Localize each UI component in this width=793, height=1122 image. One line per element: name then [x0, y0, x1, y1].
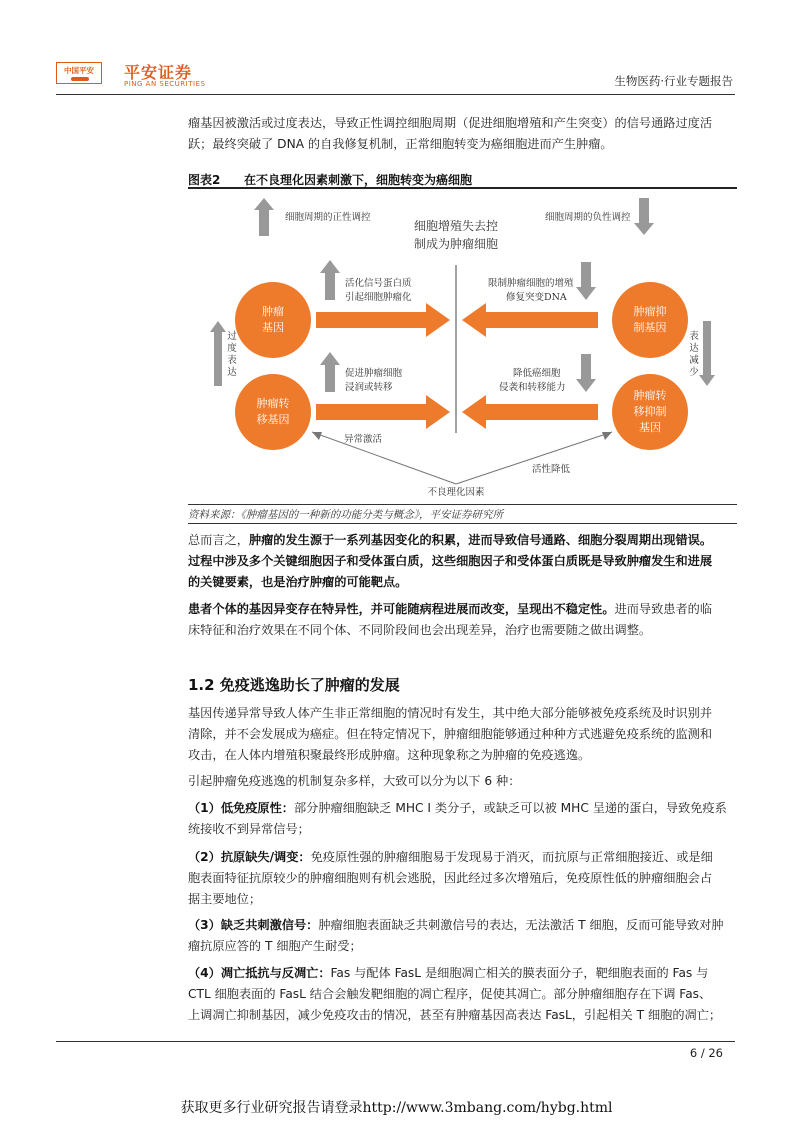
item-line	[188, 798, 737, 819]
item-label: （4）凋亡抵抗与反凋亡：	[188, 966, 331, 980]
oncogene-circle	[235, 282, 311, 358]
arrow-meta-supp-to-center	[462, 395, 598, 429]
patient-line: 床特征和治疗效果在不同个体、不同阶段间也会出现差异，治疗也需要随之做出调整。	[188, 623, 652, 637]
oncogene-label-2: 基因	[262, 321, 284, 334]
cancer-cell-diagram	[188, 190, 737, 502]
summary-line	[188, 572, 737, 593]
summary-line	[188, 551, 737, 572]
summary-paragraph	[188, 530, 737, 593]
patient-bold: 患者个体的基因异变存在特异性，并可能随病程进展而改变，呈现出不稳定性。	[188, 602, 615, 616]
item-text: 免疫原性强的肿瘤细胞易于发现易于消灭，而抗原与正常细胞接近、或是细	[310, 850, 713, 864]
meta-supp-label-1: 肿瘤转	[633, 389, 667, 402]
meta-supp-label-2: 移抑制	[633, 405, 667, 418]
patient-text: 进而导致患者的临	[614, 602, 713, 616]
metastasis-gene-circle	[235, 374, 311, 450]
summary-bold: 过程中涉及多个关键细胞因子和受体蛋白质，这些细胞因子和受体蛋白质既是导致肿瘤发生和进展	[188, 554, 713, 568]
footer-divider	[56, 1041, 735, 1042]
arrowhead-right	[602, 432, 612, 440]
positive-regulation-label: 细胞周期的正性调控	[285, 212, 371, 223]
center-title-line1: 细胞增殖失去控	[413, 219, 499, 233]
figure-caption: 在不良理化因素刺激下，细胞转变为癌细胞	[244, 173, 473, 187]
item-line	[188, 963, 737, 984]
activity-reduced-label: 活性降低	[532, 464, 571, 475]
summary-lead: 总而言之，	[188, 533, 249, 547]
figure-bottom-rule	[188, 504, 737, 505]
supp-effect-1: 限制肿瘤细胞的增殖	[488, 278, 574, 289]
item-label: （2）抗原缺失/调变：	[188, 850, 311, 864]
mechanism-item-4	[188, 963, 737, 1026]
bad-factors-label: 不良理化因素	[427, 487, 485, 498]
overexpression-char: 表	[227, 355, 237, 366]
section-line: 清除，并不会发展成为癌症。但在特定情况下，肿瘤细胞能够通过种种方式逃避免疫系统的监测和	[188, 727, 713, 741]
section-paragraph-2: 引起肿瘤免疫逃逸的机制复杂多样，大致可以分为以下 6 种：	[188, 774, 521, 788]
up-arrow-overexpression	[210, 321, 226, 386]
onco-effect-2: 引起细胞肿瘤化	[345, 292, 412, 303]
item-line	[188, 847, 737, 868]
item-line	[188, 915, 737, 936]
up-arrow-onco	[320, 260, 340, 300]
item-line: 统接收不到异常信号；	[188, 822, 310, 836]
item-line: CTL 细胞表面的 FasL 结合会触发靶细胞的凋亡程序，促使其凋亡。部分肿瘤细胞存在下调 Fas、	[188, 987, 712, 1001]
intro-line: 跃；最终突破了 DNA 的自我修复机制，正常细胞转变为癌细胞进而产生肿瘤。	[188, 137, 613, 151]
item-label: （1）低免疫原性：	[188, 801, 294, 815]
pingan-logo	[56, 62, 102, 84]
section-line: 攻击，在人体内增殖积聚最终形成肿瘤。这种现象称之为肿瘤的免疫逃逸。	[188, 748, 591, 762]
up-arrow-positive	[254, 198, 274, 236]
item-line: 瘤抗原应答的 T 细胞产生耐受；	[188, 939, 362, 953]
patient-paragraph	[188, 599, 737, 641]
page-number: 6 / 26	[689, 1046, 723, 1060]
reduced-char: 达	[689, 343, 699, 354]
arrow-supp-to-center	[462, 303, 598, 337]
oncogene-label-1: 肿瘤	[262, 305, 284, 318]
down-arrow-reduced	[699, 321, 715, 386]
suppressor-label-2: 制基因	[633, 321, 667, 334]
up-arrow-meta	[320, 352, 340, 392]
item-text: 部分肿瘤细胞缺乏 MHC I 类分子，或缺乏可以被 MHC 呈递的蛋白，导致免疫系	[293, 801, 727, 815]
header-divider	[56, 94, 735, 95]
mechanism-item-2	[188, 847, 737, 910]
negative-regulation-label: 细胞周期的负性调控	[545, 212, 631, 223]
metastasis-gene-label-2: 移基因	[256, 413, 290, 426]
arrow-meta-to-center	[316, 395, 450, 429]
intro-line: 瘤基因被激活或过度表达，导致正性调控细胞周期（促进细胞增殖和产生突变）的信号通路过度活	[188, 116, 713, 130]
mechanism-item-3	[188, 915, 737, 957]
onco-effect-1: 活化信号蛋白质	[345, 278, 412, 289]
item-line: 据主要地位；	[188, 892, 262, 906]
reduced-char: 减	[689, 355, 699, 366]
overexpression-char: 达	[227, 367, 237, 378]
figure-source: 资料来源：《肿瘤基因的一种新的功能分类与概念》，平安证券研究所	[188, 509, 503, 521]
line-abnormal-activation	[312, 432, 456, 484]
logo-bar	[71, 77, 89, 81]
meta-effect-2: 浸润或转移	[345, 382, 393, 393]
intro-paragraph	[188, 113, 737, 155]
patient-line	[188, 599, 737, 620]
meta-supp-label-3: 基因	[639, 421, 661, 434]
brand-name-en: PING AN SECURITIES	[124, 80, 206, 88]
promo-link[interactable]: 获取更多行业研究报告请登录http://www.3mbang.com/hybg.html	[180, 1100, 613, 1116]
logo-text: 中国平安	[64, 66, 94, 75]
line-activity-reduced	[456, 432, 612, 484]
item-line: 胞表面特征抗原较少的肿瘤细胞则有机会逃脱，因此经过多次增殖后，免疫原性低的肿瘤细胞会占	[188, 871, 713, 885]
section-paragraph-1	[188, 703, 737, 766]
down-arrow-negative	[634, 198, 654, 235]
brand-name: 平安证券	[124, 63, 193, 82]
center-title-line2: 制成为肿瘤细胞	[413, 237, 499, 251]
abnormal-activation-label: 异常激活	[344, 434, 383, 445]
section-line: 基因传递异常导致人体产生非正常细胞的情况时有发生，其中绝大部分能够被免疫系统及时识别并	[188, 706, 713, 720]
meta-supp-effect-1: 降低癌细胞	[513, 368, 561, 379]
summary-bold: 的关键要素，也是治疗肿瘤的可能靶点。	[188, 575, 408, 589]
item-text: 肿瘤细胞表面缺乏共刺激信号的表达，无法激活 T 细胞，反而可能导致对肿	[318, 918, 724, 932]
suppressor-label-1: 肿瘤抑	[633, 305, 667, 318]
meta-effect-1: 促进肿瘤细胞	[345, 368, 403, 379]
suppressor-gene-circle	[612, 282, 688, 358]
item-line: 上调凋亡抑制基因，减少免疫攻击的情况，甚至有肿瘤基因高表达 FasL，引起相关 T 细胞的凋亡；	[188, 1008, 722, 1022]
reduced-char: 表	[689, 331, 699, 342]
arrow-onco-to-center	[316, 303, 450, 337]
arrowhead-left	[312, 432, 322, 440]
overexpression-char: 过	[227, 331, 237, 342]
figure-title	[188, 171, 737, 188]
reduced-char: 少	[689, 367, 699, 378]
down-arrow-meta-supp	[576, 354, 596, 392]
item-text: Fas 与配体 FasL 是细胞凋亡相关的膜表面分子，靶细胞表面的 Fas 与	[330, 966, 709, 980]
figure-number: 图表2	[188, 173, 221, 187]
summary-bold: 肿瘤的发生源于一系列基因变化的积累，进而导致信号通路、细胞分裂周期出现错误。	[248, 533, 713, 547]
summary-line	[188, 530, 737, 551]
item-label: （3）缺乏共刺激信号：	[188, 918, 319, 932]
overexpression-char: 度	[227, 343, 237, 354]
section-title: 1.2 免疫逃逸助长了肿瘤的发展	[188, 676, 400, 694]
report-type: 生物医药·行业专题报告	[614, 74, 733, 88]
figure-top-rule	[188, 187, 737, 189]
mechanism-item-1	[188, 798, 737, 840]
supp-effect-2: 修复突变DNA	[506, 292, 567, 303]
meta-supp-effect-2: 侵袭和转移能力	[499, 382, 566, 393]
down-arrow-supp	[576, 262, 596, 300]
source-rule	[188, 523, 737, 524]
metastasis-gene-label-1: 肿瘤转	[256, 397, 290, 410]
